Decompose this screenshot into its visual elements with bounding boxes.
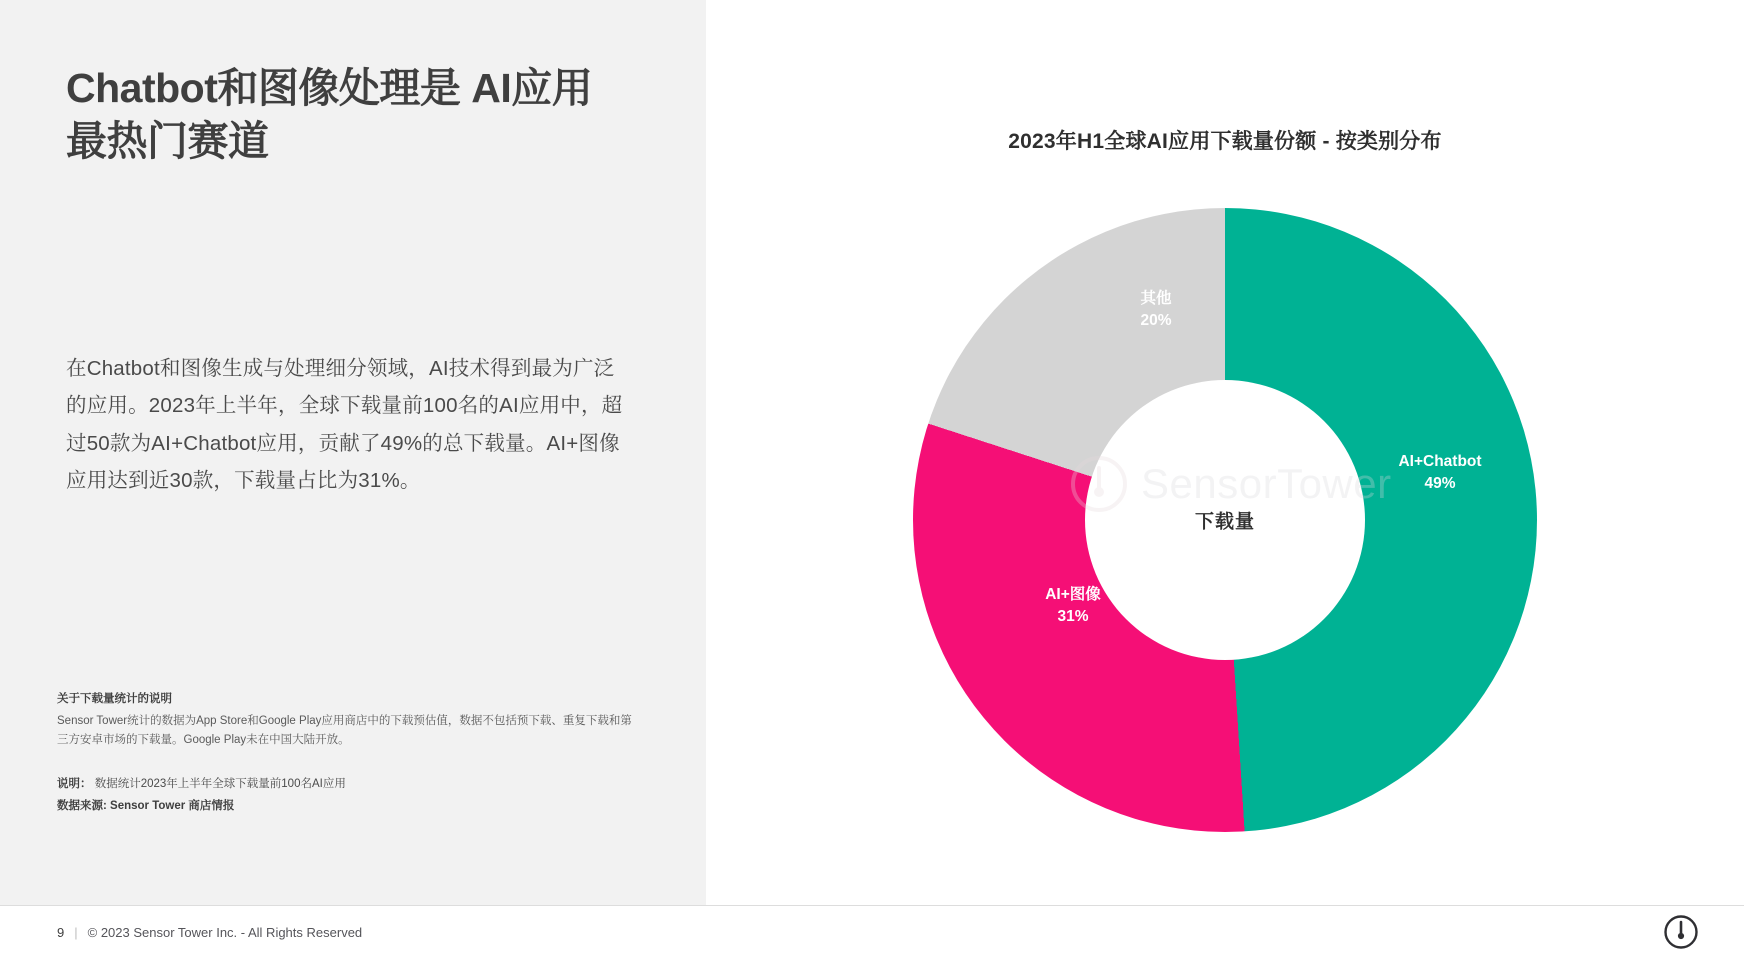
footnote-title: 关于下载量统计的说明 [57,693,172,705]
chart-title: 2023年H1全球AI应用下载量份额 - 按类别分布 [1008,130,1442,153]
slice-value-chatbot: 49% [1424,475,1456,493]
footer-divider [0,905,1744,906]
chart-area [706,0,1744,905]
note-value: 数据统计2023年上半年全球下载量前100名AI应用 [94,778,346,790]
donut-center-label: 下载量 [1194,511,1256,533]
slice-name-other: 其他 [1140,290,1172,307]
copyright-text: © 2023 Sensor Tower Inc. - All Rights Reserved [87,925,363,940]
left-panel [0,0,706,905]
footnote-block [57,690,637,749]
page-title: Chatbot和图像处理是 AI应用最热门赛道 [66,65,593,165]
sensor-tower-logo-icon [1664,915,1698,949]
source-line: 数据来源: Sensor Tower 商店情报 [57,800,235,812]
slice-value-image: 31% [1057,608,1089,626]
footer-separator: | [74,925,78,940]
note-line [57,775,346,791]
slice-name-image: AI+图像 [1045,586,1101,603]
slice-label-other [1101,288,1211,333]
slice-name-chatbot: AI+Chatbot [1398,453,1482,470]
footnote-text: Sensor Tower统计的数据为App Store和Google Play应用商店中的下载预估值，数据不包括预下载、重复下载和第三方安卓市场的下载量。Google Play未在中国大陆开放。 [57,715,632,746]
body-paragraph: 在Chatbot和图像生成与处理细分领域，AI技术得到最为广泛的应用。2023年上半年，全球下载量前100名的AI应用中，超过50款为AI+Chatbot应用，贡献了49%的总下载量。AI+图像应用达到近30款，下载量占比为31%。 [66,357,623,492]
slice-value-other: 20% [1140,312,1172,330]
slice-label-chatbot [1365,451,1515,496]
donut-chart [913,208,1537,832]
page-number: 9 [57,925,65,940]
footer [57,925,362,940]
slice-label-image [998,584,1148,629]
note-label: 说明： [57,778,92,790]
watermark-text: SensorTower [1141,460,1392,507]
